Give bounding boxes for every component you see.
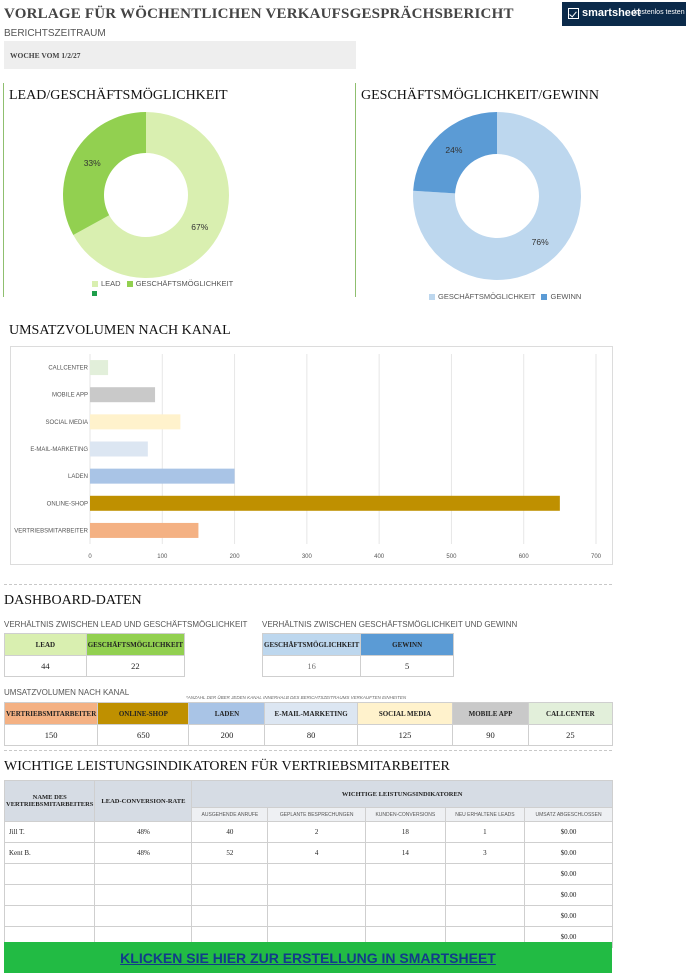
table-cell[interactable]: 90: [453, 725, 528, 746]
x-tick-label: 200: [229, 554, 240, 560]
y-category-label: LADEN: [67, 474, 88, 481]
table-header: MOBILE APP: [453, 703, 528, 725]
table-cell[interactable]: [5, 864, 95, 885]
pie2-legend: [429, 292, 581, 301]
table-row: [5, 864, 613, 885]
table-cell[interactable]: [95, 906, 192, 927]
bar: [90, 360, 108, 375]
table-cell[interactable]: 22: [86, 656, 184, 677]
table-cell[interactable]: 44: [5, 656, 87, 677]
table-row: [5, 906, 613, 927]
ratio2-label: VERHÄLTNIS ZWISCHEN GESCHÄFTSMÖGLICHKEIT UND GEWINN: [262, 620, 518, 629]
table-cell[interactable]: 14: [365, 843, 445, 864]
x-tick-label: 600: [518, 554, 529, 560]
bar: [90, 414, 180, 429]
table-cell[interactable]: 4: [268, 843, 366, 864]
table-cell[interactable]: 200: [189, 725, 265, 746]
bar: [90, 523, 198, 538]
y-category-label: SOCIAL MEDIA: [45, 419, 88, 426]
legend-swatch: [92, 281, 98, 287]
table-cell[interactable]: [268, 864, 366, 885]
page-title: VORLAGE FÜR WÖCHENTLICHEN VERKAUFSGESPRÄCHSBERICHT: [4, 6, 514, 22]
kpi-subheader: GEPLANTE BESPRECHUNGEN: [268, 808, 366, 822]
table-cell[interactable]: [445, 885, 524, 906]
table-cell[interactable]: $0.00: [525, 885, 613, 906]
table-header: SOCIAL MEDIA: [357, 703, 453, 725]
pie-data-label: 33%: [83, 158, 101, 169]
x-tick-label: 0: [88, 554, 92, 560]
pie1-title: LEAD/GESCHÄFTSMÖGLICHKEIT: [9, 88, 228, 103]
table-cell[interactable]: 650: [98, 725, 189, 746]
kpi-group-header: WICHTIGE LEISTUNGSINDIKATOREN: [192, 781, 613, 808]
legend-swatch: [429, 294, 435, 300]
table-cell[interactable]: 5: [361, 656, 454, 677]
table-header: CALLCENTER: [528, 703, 612, 725]
pie-chart-lead-opportunity: [63, 112, 229, 278]
table-cell[interactable]: 48%: [95, 843, 192, 864]
ratio1-table: [4, 633, 185, 677]
table-cell[interactable]: [192, 885, 268, 906]
table-header: ONLINE-SHOP: [98, 703, 189, 725]
kpi-subheader: AUSGEHENDE ANRUFE: [192, 808, 268, 822]
y-category-label: E-MAIL-MARKETING: [30, 447, 88, 453]
legend-swatch: [541, 294, 547, 300]
pie-data-label: 24%: [445, 145, 463, 156]
x-tick-label: 500: [446, 554, 457, 560]
create-in-smartsheet-banner[interactable]: [4, 942, 612, 973]
divider: [4, 750, 612, 751]
table-cell[interactable]: 18: [365, 822, 445, 843]
x-tick-label: 300: [301, 554, 312, 560]
table-header: LEAD: [5, 634, 87, 656]
table-header: GESCHÄFTSMÖGLICHKEIT: [263, 634, 361, 656]
table-cell[interactable]: [5, 906, 95, 927]
table-cell[interactable]: [445, 864, 524, 885]
table-header: GEWINN: [361, 634, 454, 656]
kpi-subheader: UMSATZ ABGESCHLOSSEN: [525, 808, 613, 822]
ratio1-label: VERHÄLTNIS ZWISCHEN LEAD UND GESCHÄFTSMÖGLICHKEIT: [4, 620, 248, 629]
legend-label: GEWINN: [550, 292, 582, 301]
table-cell[interactable]: [95, 885, 192, 906]
table-cell[interactable]: [445, 906, 524, 927]
table-row: [5, 822, 613, 843]
table-cell[interactable]: 3: [445, 843, 524, 864]
bar-chart: [10, 346, 614, 566]
table-cell[interactable]: Jill T.: [5, 822, 95, 843]
table-cell[interactable]: 80: [265, 725, 357, 746]
channel-table: [4, 702, 613, 746]
table-header: VERTRIEBSMITARBEITER: [5, 703, 98, 725]
bar: [90, 496, 560, 511]
bar: [90, 442, 148, 457]
table-header: E-MAIL-MARKETING: [265, 703, 357, 725]
x-tick-label: 100: [157, 554, 168, 560]
bar-chart-title: UMSATZVOLUMEN NACH KANAL: [9, 323, 231, 338]
table-cell[interactable]: [192, 864, 268, 885]
pie-chart-opportunity-win: [413, 112, 581, 280]
table-cell[interactable]: $0.00: [525, 864, 613, 885]
table-cell[interactable]: $0.00: [525, 906, 613, 927]
table-cell[interactable]: 52: [192, 843, 268, 864]
pie-data-label: 76%: [531, 236, 549, 247]
table-header: GESCHÄFTSMÖGLICHKEIT: [86, 634, 184, 656]
logo-brand: smartsheet: [582, 7, 641, 19]
bar: [90, 469, 235, 484]
table-cell[interactable]: [365, 864, 445, 885]
table-cell[interactable]: [268, 885, 366, 906]
table-cell[interactable]: 40: [192, 822, 268, 843]
pie2-title: GESCHÄFTSMÖGLICHKEIT/GEWINN: [361, 88, 599, 103]
legend-label: GESCHÄFTSMÖGLICHKEIT: [135, 279, 234, 288]
table-cell[interactable]: 150: [5, 725, 98, 746]
pie-slice: [63, 112, 146, 235]
table-cell[interactable]: 1: [445, 822, 524, 843]
table-cell[interactable]: Kent B.: [5, 843, 95, 864]
y-category-label: MOBILE APP: [51, 392, 88, 399]
kpi-subheader: KUNDEN-CONVERSIONS: [365, 808, 445, 822]
create-in-smartsheet-link[interactable]: KLICKEN SIE HIER ZUR ERSTELLUNG IN SMARTSHEET: [120, 950, 496, 966]
legend-label: LEAD: [101, 279, 121, 288]
table-cell[interactable]: [5, 885, 95, 906]
table-cell[interactable]: 2: [268, 822, 366, 843]
reporting-period-label: BERICHTSZEITRAUM: [4, 28, 106, 39]
table-cell[interactable]: [192, 906, 268, 927]
week-value: WOCHE VOM 1/2/27: [10, 51, 81, 60]
table-cell[interactable]: [95, 864, 192, 885]
ratio2-table: [262, 633, 454, 677]
table-row: [5, 843, 613, 864]
table-header: LADEN: [189, 703, 265, 725]
table-cell[interactable]: $0.00: [525, 822, 613, 843]
table-cell[interactable]: 25: [528, 725, 612, 746]
logo-cta: kostenlos testen: [634, 9, 685, 16]
pie-charts-canvas: [0, 0, 688, 310]
table-cell[interactable]: 16: [263, 656, 361, 677]
x-tick-label: 400: [374, 554, 385, 560]
kpi-subheader: NEU ERHALTENE LEADS: [445, 808, 524, 822]
table-cell[interactable]: [365, 906, 445, 927]
table-cell[interactable]: 125: [357, 725, 453, 746]
divider: [4, 584, 612, 585]
table-cell[interactable]: $0.00: [525, 843, 613, 864]
y-category-label: ONLINE-SHOP: [46, 501, 88, 508]
table-row: [5, 885, 613, 906]
kpi-title: WICHTIGE LEISTUNGSINDIKATOREN FÜR VERTRIEBSMITARBEITER: [4, 759, 450, 774]
kpi-header-name: NAME DES VERTRIEBSMITARBEITERS: [5, 781, 95, 822]
table-cell[interactable]: $0.00: [525, 927, 613, 948]
channel-volume-label: UMSATZVOLUMEN NACH KANAL: [4, 688, 130, 697]
y-category-label: CALLCENTER: [48, 365, 88, 372]
legend-swatch: [127, 281, 133, 287]
x-tick-label: 700: [590, 554, 602, 560]
bar: [90, 387, 155, 402]
pie-data-label: 67%: [191, 221, 209, 232]
table-cell[interactable]: [268, 906, 366, 927]
table-cell[interactable]: 48%: [95, 822, 192, 843]
channel-note: *ANZAHL DER ÜBER JEDEN KANAL INNERHALB DES BERICHTSZEITRAUMS VERKAUFTEN EINHEITEN: [186, 695, 407, 700]
kpi-header-rate: LEAD-CONVERSION-RATE: [95, 781, 192, 822]
table-cell[interactable]: [365, 885, 445, 906]
legend-label: GESCHÄFTSMÖGLICHKEIT: [438, 292, 536, 301]
legend-marker: [92, 291, 97, 296]
kpi-table: [4, 780, 613, 948]
y-category-label: VERTRIEBSMITARBEITER: [14, 528, 88, 535]
pie1-legend: [92, 279, 233, 288]
dashboard-title: DASHBOARD-DATEN: [4, 593, 142, 608]
